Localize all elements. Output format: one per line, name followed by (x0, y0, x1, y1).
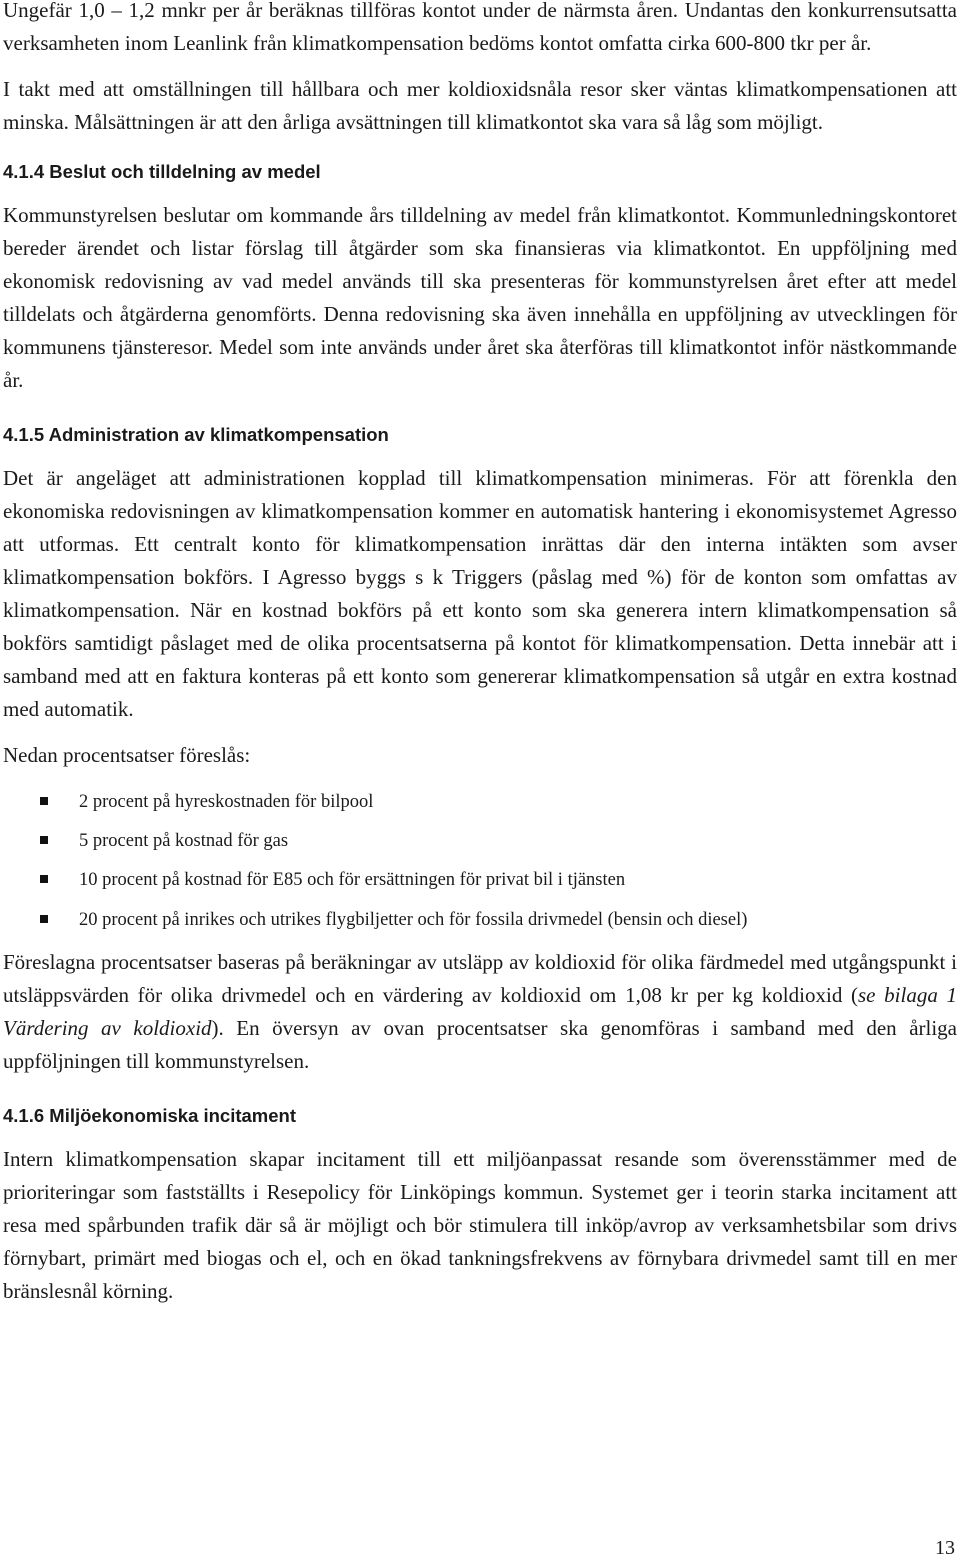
page-number: 13 (935, 1537, 955, 1559)
paragraph-reduction-goal: I takt med att omställningen till hållbara och mer koldioxidsnåla resor sker väntas klimatkompensationen att minska. Målsättningen är att den årliga avsättningen till klimatkontot ska vara så låg som möjligt. (3, 77, 957, 134)
document-page (3, 0, 957, 1308)
heading-4-1-5: 4.1.5 Administration av klimatkompensation (3, 424, 389, 445)
heading-4-1-4: 4.1.4 Beslut och tilldelning av medel (3, 161, 321, 182)
heading-4-1-6: 4.1.6 Miljöekonomiska incitament (3, 1105, 297, 1126)
paragraph-incentives: Intern klimatkompensation skapar incitament till ett miljöanpassat resande som överensstämmer med de prioriteringar som fastställts i Resepolicy för Linköpings kommun. Systemet ger i teorin starka incitament att resa med spårbunden trafik där så är möjligt och bör stimulera till inköp/avrop av verksamhetsbilar som drivs förnybart, primärt med biogas och el, och en ökad tankningsfrekvens av förnybara drivmedel samt till en mer bränslesnål körning. (3, 1147, 957, 1303)
square-bullet-icon (40, 915, 48, 923)
list-item: 10 procent på kostnad för E85 och för ersättningen för privat bil i tjänsten (3, 867, 957, 893)
square-bullet-icon (40, 797, 48, 805)
list-item: 2 procent på hyreskostnaden för bilpool (3, 789, 957, 815)
paragraph-account-funding: Ungefär 1,0 – 1,2 mnkr per år beräknas tillföras kontot under de närmsta åren. Undantas den konkurrensutsatta verksamheten inom Leanlink från klimatkompensation bedöms kontot omfatta cirka 600-800 tkr per år. (3, 0, 957, 55)
paragraph-rates-intro: Nedan procentsatser föreslås: (3, 743, 251, 767)
rates-list (3, 789, 957, 933)
paragraph-decision-allocation: Kommunstyrelsen beslutar om kommande års tilldelning av medel från klimatkontot. Kommunledningskontoret bereder ärendet och listar förslag till åtgärder som ska finansieras via klimatkontot. En uppföljning med ekonomisk redovisning av vad medel används till ska presenteras för kommunstyrelsen året efter att medel tilldelats och åtgärderna genomförts. Denna redovisning ska även innehålla en uppföljning av utvecklingen för kommunens tjänsteresor. Medel som inte används under året ska återföras till klimatkontot inför nästkommande år. (3, 203, 957, 392)
appendix-reference: se bilaga 1 Värdering av koldioxid (3, 983, 957, 1040)
paragraph-administration: Det är angeläget att administrationen kopplad till klimatkompensation minimeras. För att förenkla den ekonomiska redovisningen av klimatkompensation kommer en automatisk hantering i ekonomisystemet Agresso att utformas. Ett centralt konto för klimatkompensation inrättas där den interna intäkten som avser klimatkompensation bokförs. I Agresso byggs s k Triggers (påslag med %) för de konton som omfattas av klimatkompensation. När en kostnad bokförs på ett konto som ska generera intern klimatkompensation så bokförs samtidigt påslaget med de olika procentsatserna på kontot för klimatkompensation. Detta innebär att i samband med att en faktura konteras på ett konto som genererar klimatkompensation så utgår en extra kostnad med automatik. (3, 466, 957, 721)
list-item: 20 procent på inrikes och utrikes flygbiljetter och för fossila drivmedel (bensin och diesel) (3, 907, 957, 933)
square-bullet-icon (40, 875, 48, 883)
square-bullet-icon (40, 836, 48, 844)
list-item: 5 procent på kostnad för gas (3, 828, 957, 854)
paragraph-rates-basis: Föreslagna procentsatser baseras på beräkningar av utsläpp av koldioxid för olika färdmedel med utgångspunkt i utsläppsvärden för olika drivmedel och en värdering av koldioxid om 1,08 kr per kg koldioxid (se bilaga 1 Värdering av koldioxid). En översyn av ovan procentsatser ska genomföras i samband med den årliga uppföljningen till kommunstyrelsen. (3, 950, 957, 1073)
